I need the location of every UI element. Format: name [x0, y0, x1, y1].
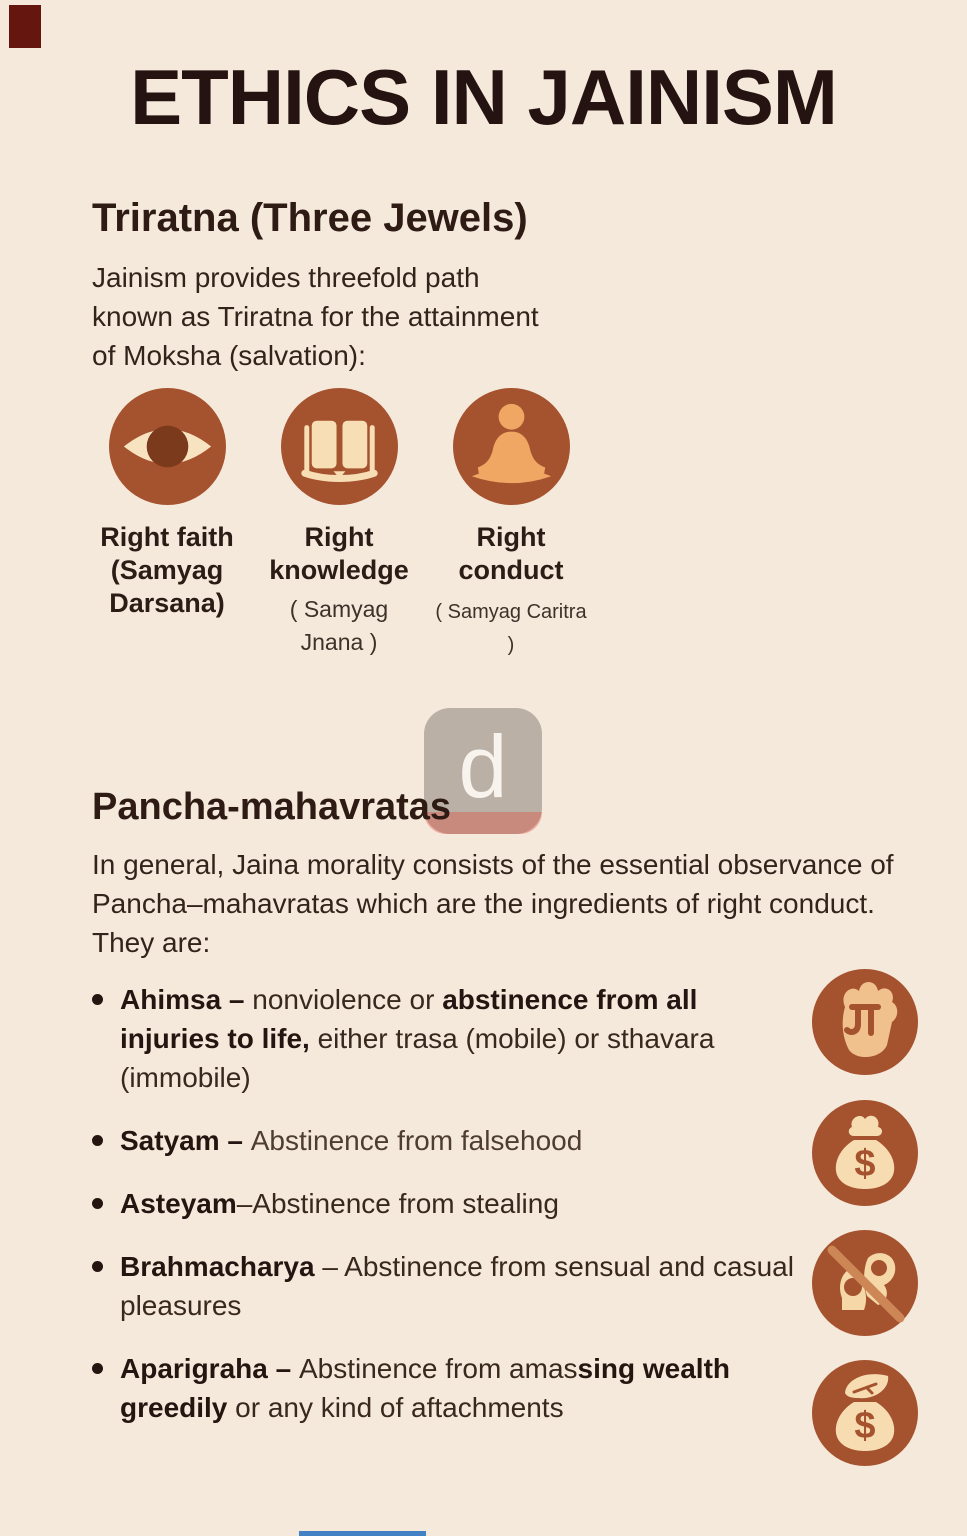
jewel-label: Right conduct: [458, 522, 564, 585]
bottom-progress-marker: [299, 1531, 426, 1536]
vow-item: Ahimsa – nonviolence or abstinence from all injuries to life, either trasa (mobile) or sthavara (immobile): [90, 980, 802, 1097]
svg-text:$: $: [854, 1143, 876, 1185]
triratna-description: Jainism provides threefold path known as Triratna for the attainment of Moksha (salvation):: [92, 262, 539, 371]
vow-item: Asteyam–Abstinence from stealing: [90, 1184, 802, 1223]
vow-list: [90, 980, 802, 1451]
jewel-sublabel: ( Samyag Caritra ): [435, 601, 587, 656]
wealth-bag-leaf-icon: [812, 1360, 918, 1466]
watermark-letter: d: [458, 717, 508, 816]
page-title: ETHICS IN JAINISM: [130, 53, 837, 141]
corner-marker: [9, 5, 41, 48]
meditation-icon: [453, 388, 570, 505]
eye-icon: [109, 388, 226, 505]
ahimsa-hand-icon: [812, 969, 918, 1075]
jewel-label: Right knowledge: [269, 522, 409, 585]
vow-item: Brahmacharya – Abstinence from sensual and casual pleasures: [90, 1247, 802, 1325]
no-sensual-pleasures-icon: [812, 1230, 918, 1336]
triratna-heading: Triratna (Three Jewels): [92, 196, 528, 240]
svg-text:$: $: [854, 1405, 876, 1447]
jewel-label: Right faith (Samyag Darsana): [100, 522, 234, 618]
jewel-right-faith: [88, 388, 246, 662]
jewel-sublabel: ( Samyag Jnana ): [289, 596, 389, 655]
money-bag-icon: [812, 1100, 918, 1206]
triratna-jewels-row: [88, 388, 590, 662]
jewel-right-knowledge: [260, 388, 418, 662]
pancha-description: In general, Jaina morality consists of the essential observance of Pancha–mahavratas which are the ingredients of right conduct. They are:: [92, 849, 894, 958]
jewel-right-conduct: [432, 388, 590, 662]
vow-item: Aparigraha – Abstinence from amassing wealth greedily or any kind of aftachments: [90, 1349, 802, 1427]
vow-item: Satyam – Abstinence from falsehood: [90, 1121, 802, 1160]
open-book-icon: [281, 388, 398, 505]
pancha-heading: Pancha-mahavratas: [92, 786, 452, 828]
